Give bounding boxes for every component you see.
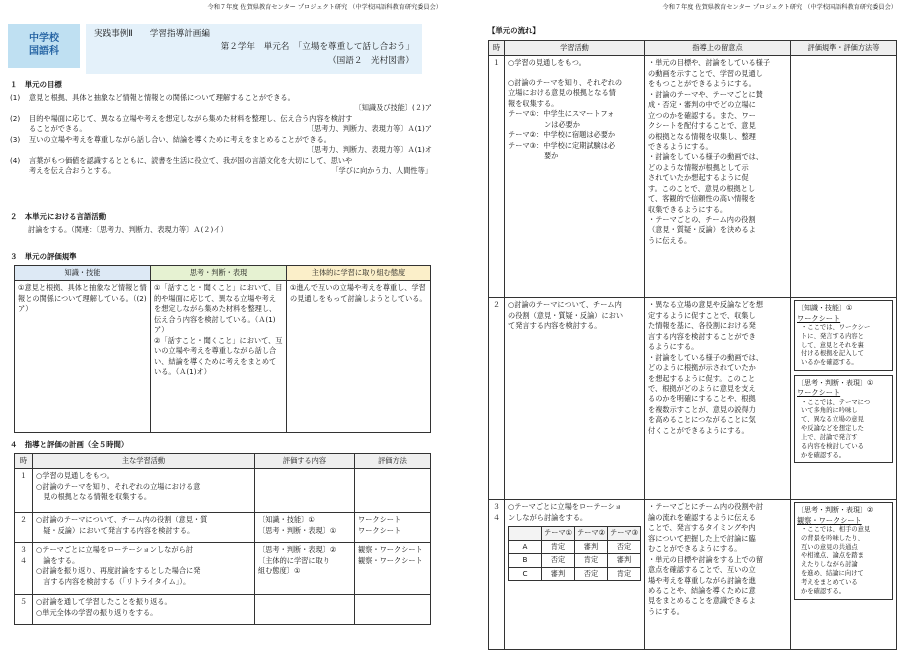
- plan-row: ３ ４ ○テーマごとに立場をローテーションしながら討 論をする。 ○討論を振り返り、再度討論をするとした場合に発 言する内容を検討する（「リトライタイム」）。 〔思考・判断・表現〕② 〔主体的に学習に取り 組む態度〕① 観察・ワークシート 観察・ワークシート: [15, 543, 431, 595]
- page-header: 令和７年度 佐賀県教育センター プロジェクト研究 （中学校国語科教育研究委員会）: [662, 4, 897, 11]
- criteria-cell: ①「話すこと・聞くこと」において、目的や場面に応じて、異なる立場や考えを想定しながら集めた材料を整理し、伝え合う内容を検討している。（Ａ(1)ア） ②「話すこと・聞くこと」において、互いの立場や考えを尊重しながら話し合い、結論を導くために考えをまとめている。（Ａ(1)オ）: [151, 281, 287, 433]
- criteria-header: 主体的に学習に取り組む態度: [287, 266, 431, 281]
- plan-table: [14, 453, 431, 625]
- section-heading: ３ 単元の評価規準: [10, 252, 77, 261]
- criteria-header: 思考・判断・表現: [151, 266, 287, 281]
- flow-row: ２ ○討論のテーマについて、チーム内 の役割（意見・質疑・反論）におい て発言する内容を検討する。 ・異なる立場の意見や反論などを想 定するように促すことで、収集し た情報を基に、各役割における発 言する内容を検討することができ るようにする。 ・討論をしている様子の動画では、 どのように根拠が示されていたか を想起するように促す。このこと で、根拠がどのように意見を支え るのかを明確にすることや、根拠 を複数示すことが、意見の説得力 を高めることにつながることに気 付くことができるようにする。 〔知識・技能〕① ワークシート ・ここでは、ワークシー トに、発言する内容と して、意見とそれを裏 付ける根拠を記入して いるかを確認する。 〔思考・判断・表現〕① ワークシート ・ここでは、テーマにつ いて多角的に吟味し て、異なる立場の意見 や反論などを想定した 上で、討論で発言す る内容を検討している かを確認する。: [489, 298, 897, 500]
- section-heading: １ 単元の目標: [10, 80, 62, 89]
- flow-header: 学習活動: [505, 41, 645, 56]
- language-activity: 討論をする。（関連：〔思考力、判断力、表現力等〕Ａ(２)イ）: [28, 225, 228, 234]
- plan-header: 評価する内容: [255, 454, 355, 469]
- flow-header: 評価規準・評価方法等: [791, 41, 897, 56]
- criteria-cell: ①進んで互いの立場や考えを尊重し、学習の見通しをもって討論しようとしている。: [287, 281, 431, 433]
- flow-header: 時: [489, 41, 505, 56]
- subject-badge: 中学校 国語科: [8, 24, 80, 68]
- case-label: 実践事例Ⅱ 学習指導計画編: [94, 29, 210, 39]
- flow-header: 指導上の留意点: [645, 41, 791, 56]
- rotation-table: テーマ① テーマ② テーマ③ A 肯定 審判 否定 B 否定 肯定 審判 C 審判 否定 肯定: [508, 526, 641, 581]
- plan-header: 主な学習活動: [33, 454, 255, 469]
- plan-row: １ ○学習の見通しをもつ。 ○討論のテーマを知り、それぞれの立場における意 見の根拠となる情報を収集する。: [15, 469, 431, 513]
- criteria-header: 知識・技能: [15, 266, 151, 281]
- section-heading: ４ 指導と評価の計画（全５時間）: [10, 440, 129, 449]
- plan-header: 時: [15, 454, 33, 469]
- unit-name: 第２学年 単元名 「立場を尊重して話し合おう」: [220, 42, 414, 53]
- evaluation-box: 〔思考・判断・表現〕① ワークシート ・ここでは、テーマにつ いて多角的に吟味し て、異なる立場の意見 や反論などを想定した 上で、討論で発言す る内容を検討している かを確認する。: [794, 375, 893, 463]
- section-heading: ２ 本単元における言語活動: [10, 212, 107, 221]
- right-page: [452, 0, 903, 650]
- flow-row: １ ○学習の見通しをもつ。 ○討論のテーマを知り、それぞれの 立場における意見の根拠となる情 報を収集する。 テーマ①：中学生にスマートフォ ンは必要か テーマ②：中学校に宿題は必要か テーマ③：中学校に定期試験は必 要か ・単元の目標や、討論をしている様子 の動画を示すことで、学習の見通し をもつことができるようにする。 ・討論のテーマや、テーマごとに賛 成・否定・審判の中でどの立場に 立つのかを確認する。また、ワー クシートを配付することで、意見 の根拠となる情報を収集し、整理 できるようにする。 ・討論をしている様子の動画では、 どのような情報が根拠として示 されていたか想起するように促 す。このことで、意見の根拠とし て、客観的で信頼性の高い情報を 収集できるようにする。 ・テーマごとの、チーム内の役割 （意見・質疑・反論）を決めるよ うに伝える。: [489, 56, 897, 298]
- plan-row: ５ ○討論を通して学習したことを振り返る。 ○単元全体の学習の振り返りをする。: [15, 595, 431, 625]
- plan-header: 評価方法: [355, 454, 431, 469]
- flow-row: ３ ４ ○テーマごとに立場をローテーショ ンしながら討論をする。 テーマ① テーマ② テーマ③ A 肯定 審判 否定 B 否定 肯定 審判 C 審判 否定 肯定 ・テーマごとにチーム内の役割や討 論の流れを確認するように伝える ことで、発言するタイミングや内 容について把握した上で討論に臨 むことができるようにする。 ・単元の目標や討論をする上での留 意点を確認することで、互いの立 場や考えを尊重しながら討論を進 めることや、結論を導くために意 見をまとめることを意識できるよ うにする。 〔思考・判断・表現〕② 観察・ワークシート ・ここでは、相手の意見 の背景を吟味したり、 互いの意見の共通点 や相違点、論点を踏ま えたりしながら討論 を進め、結論に向けて 考えをまとめている かを確認する。: [489, 500, 897, 650]
- criteria-table: [14, 265, 431, 433]
- evaluation-box: 〔知識・技能〕① ワークシート ・ここでは、ワークシー トに、発言する内容と して、意見とそれを裏 付ける根拠を記入して いるかを確認する。: [794, 300, 893, 371]
- goal-list: (1) 意見と根拠、具体と抽象など情報と情報との関係について理解することができる。 〔知識及び技能〕(２)ア (2) 目的や場面に応じて、異なる立場や考えを想定しながら集めた材料を整理し、伝え合う内容を検討す ることができる。 〔思考力、判断力、表現力等〕Ａ(1)ア (3) 互いの立場や考えを尊重しながら話し合い、結論を導くために考えをまとめることができる。 〔思考力、判断力、表現力等〕Ａ(1)オ (4) 言葉がもつ価値を認識するとともに、読書を生活に役立て、我が国の言語文化を大切にして、思いや 考えを伝え合おうとする。 「学びに向かう力、人間性等」: [10, 93, 432, 176]
- criteria-cell: ①意見と根拠、具体と抽象など情報と情報との関係について理解している。（(2)ア）: [15, 281, 151, 433]
- plan-row: ２ ○討論のテーマについて、チーム内の役割（意見・質 疑・反論）において発言する内容を検討する。 〔知識・技能〕① 〔思考・判断・表現〕① ワークシート ワークシート: [15, 513, 431, 543]
- evaluation-box: 〔思考・判断・表現〕② 観察・ワークシート ・ここでは、相手の意見 の背景を吟味したり、 互いの意見の共通点 や相違点、論点を踏ま えたりしながら討論 を進め、結論に向けて 考えをまとめている かを確認する。: [794, 502, 893, 599]
- left-page: [0, 0, 448, 650]
- section-heading: 【単元の流れ】: [488, 26, 540, 35]
- page-header: 令和７年度 佐賀県教育センター プロジェクト研究 （中学校国語科教育研究委員会）: [207, 4, 442, 11]
- unit-title-box: [86, 24, 422, 74]
- flow-table: [488, 40, 897, 650]
- textbook-name: （国語２ 光村図書）: [328, 55, 414, 66]
